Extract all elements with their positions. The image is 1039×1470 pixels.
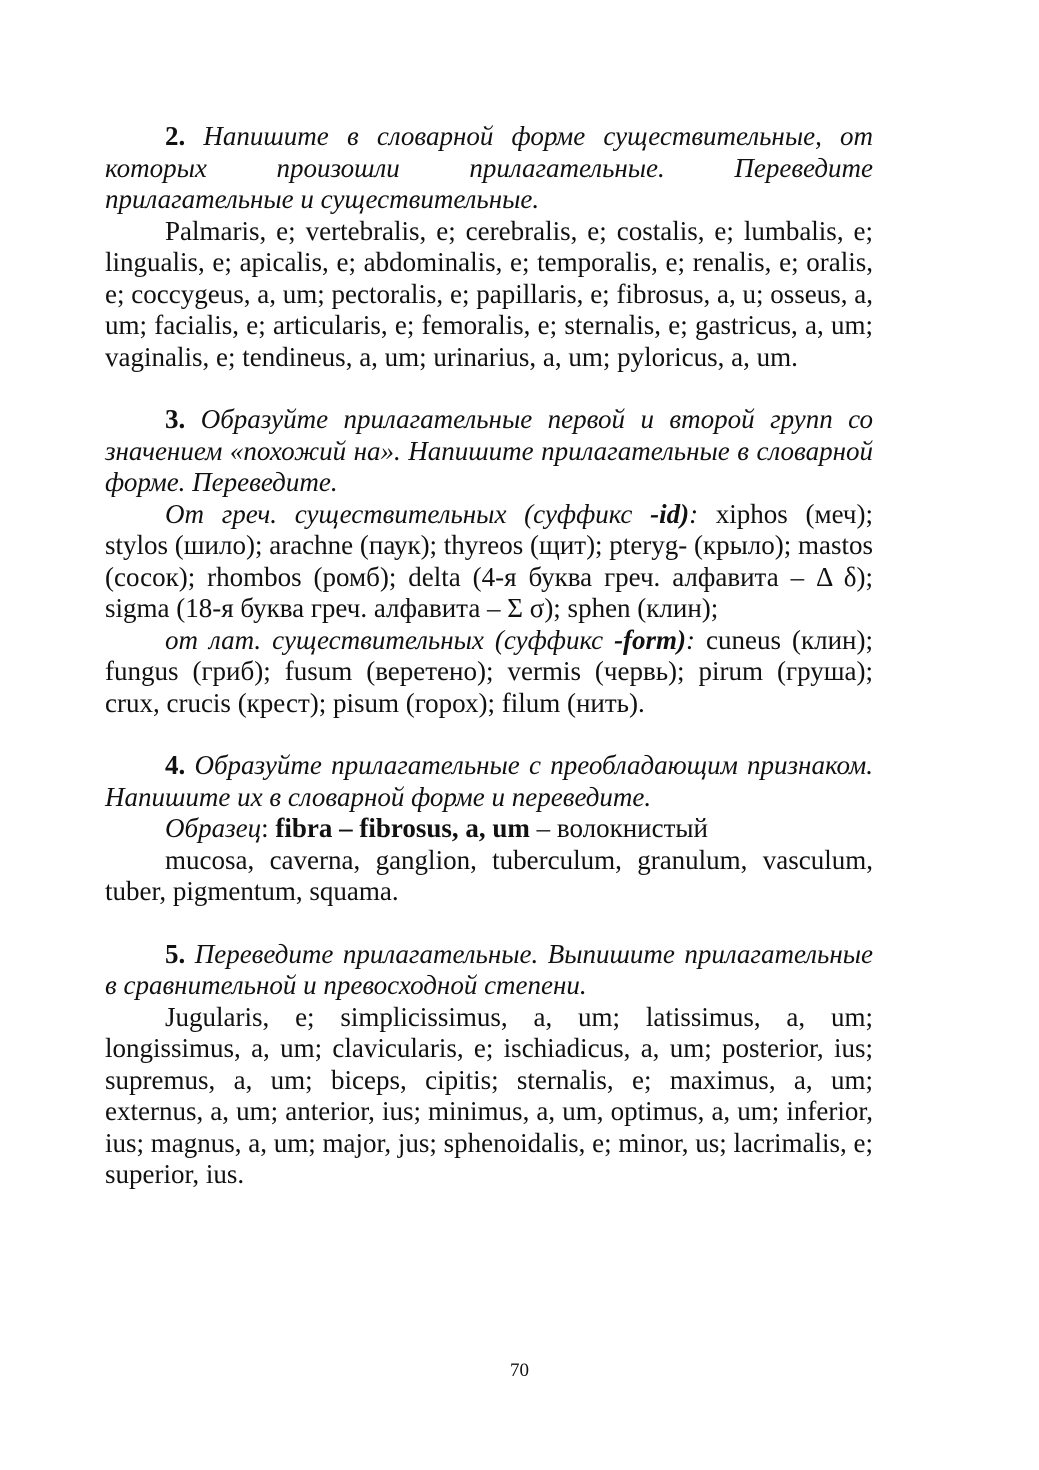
- page-content: [105, 121, 873, 1222]
- exercise-5-task-paragraph: [105, 939, 873, 1002]
- exercise-5-body: Jugularis, e; simplicissimus, a, um; latissimus, a, um; longissimus, a, um; clavicularis, e; ischiadicus, a, um; posterior, ius; supremus, a, um; biceps, cipitis; sternalis, e; maximus, a, um; externus, a, um; anterior, ius; minimus, a, um, optimus, a, um; inferior, ius; magnus, a, um; major, jus; sphenoidalis, e; minor, us; lacrimalis, e; superior, ius.: [105, 1001, 873, 1189]
- greek-suffix: -id): [650, 498, 690, 529]
- exercise-2: [105, 121, 873, 373]
- exercise-4: [105, 750, 873, 908]
- exercise-2-number: 2.: [165, 121, 186, 151]
- exercise-4-task: Образуйте прилагательные с преобладающим признаком. Напишите их в словарной форме и переведите.: [105, 750, 874, 812]
- latin-words: cuneus (клин); fungus (гриб); fusum (веретено); vermis (червь); pirum (груша); crux, crucis (крест); pisum (горох); filum (нить).: [105, 624, 873, 718]
- sample-translation: – волокнистый: [529, 813, 708, 843]
- exercise-3-number: 3.: [165, 404, 186, 434]
- exercise-3: [105, 404, 873, 719]
- exercise-4-body: mucosa, caverna, ganglion, tuberculum, granulum, vasculum, tuber, pigmentum, squama.: [105, 844, 873, 906]
- exercise-3-latin-paragraph: [105, 625, 873, 720]
- exercise-5: [105, 939, 873, 1191]
- exercise-2-body: Palmaris, e; vertebralis, e; cerebralis, e; costalis, e; lumbalis, e; lingualis, e; apicalis, e; abdominalis, e; temporalis, e; renalis, e; oralis, e; coccygeus, a, um; pectoralis, e; papillaris, e; fibrosus, a, u; osseus, a, um; facialis, e; articularis, e; femoralis, e; sternalis, e; gastricus, a, um; vaginalis, e; tendineus, a, um; urinarius, a, um; pyloricus, a, um.: [105, 215, 873, 372]
- exercise-5-number: 5.: [165, 938, 186, 969]
- exercise-5-task: Переведите прилагательные. Выпишите прилагательные в сравнительной и превосходной степени.: [105, 938, 873, 1000]
- exercise-2-task-paragraph: [105, 121, 873, 216]
- exercise-3-task-paragraph: [105, 404, 873, 499]
- greek-words: xiphos (меч); stylos (шило); arachne (паук); thyreos (щит); pteryg- (крыло); mastos (сосок); rhombos (ромб); delta (4-я буква греч. алфавита – Δ δ); sigma (18-я буква греч. алфавита – Σ σ); sphen (клин);: [105, 498, 873, 623]
- greek-lead: От греч. существительных (суффикс: [165, 498, 651, 529]
- sample-colon: :: [261, 813, 269, 843]
- greek-colon: :: [689, 498, 699, 529]
- exercise-4-sample: [105, 813, 873, 845]
- exercise-4-task-paragraph: [105, 750, 873, 813]
- exercise-3-greek-paragraph: [105, 499, 873, 625]
- latin-lead: от лат. существительных (суффикс: [165, 624, 615, 655]
- exercise-3-task: Образуйте прилагательные первой и второй групп со значением «похожий на». Напишите прилагательные в словарной форме. Переведите.: [105, 404, 873, 497]
- sample-label: Образец: [165, 813, 262, 843]
- latin-colon: :: [686, 624, 696, 655]
- exercise-2-task: Напишите в словарной форме существительные, от которых произошли прилагательные. Переведите прилагательные и существительные.: [105, 121, 874, 214]
- sample-example: fibra – fibrosus, a, um: [275, 813, 530, 843]
- latin-suffix: -form): [614, 624, 687, 655]
- page-number: 70: [510, 1360, 529, 1381]
- exercise-4-number: 4.: [165, 750, 186, 780]
